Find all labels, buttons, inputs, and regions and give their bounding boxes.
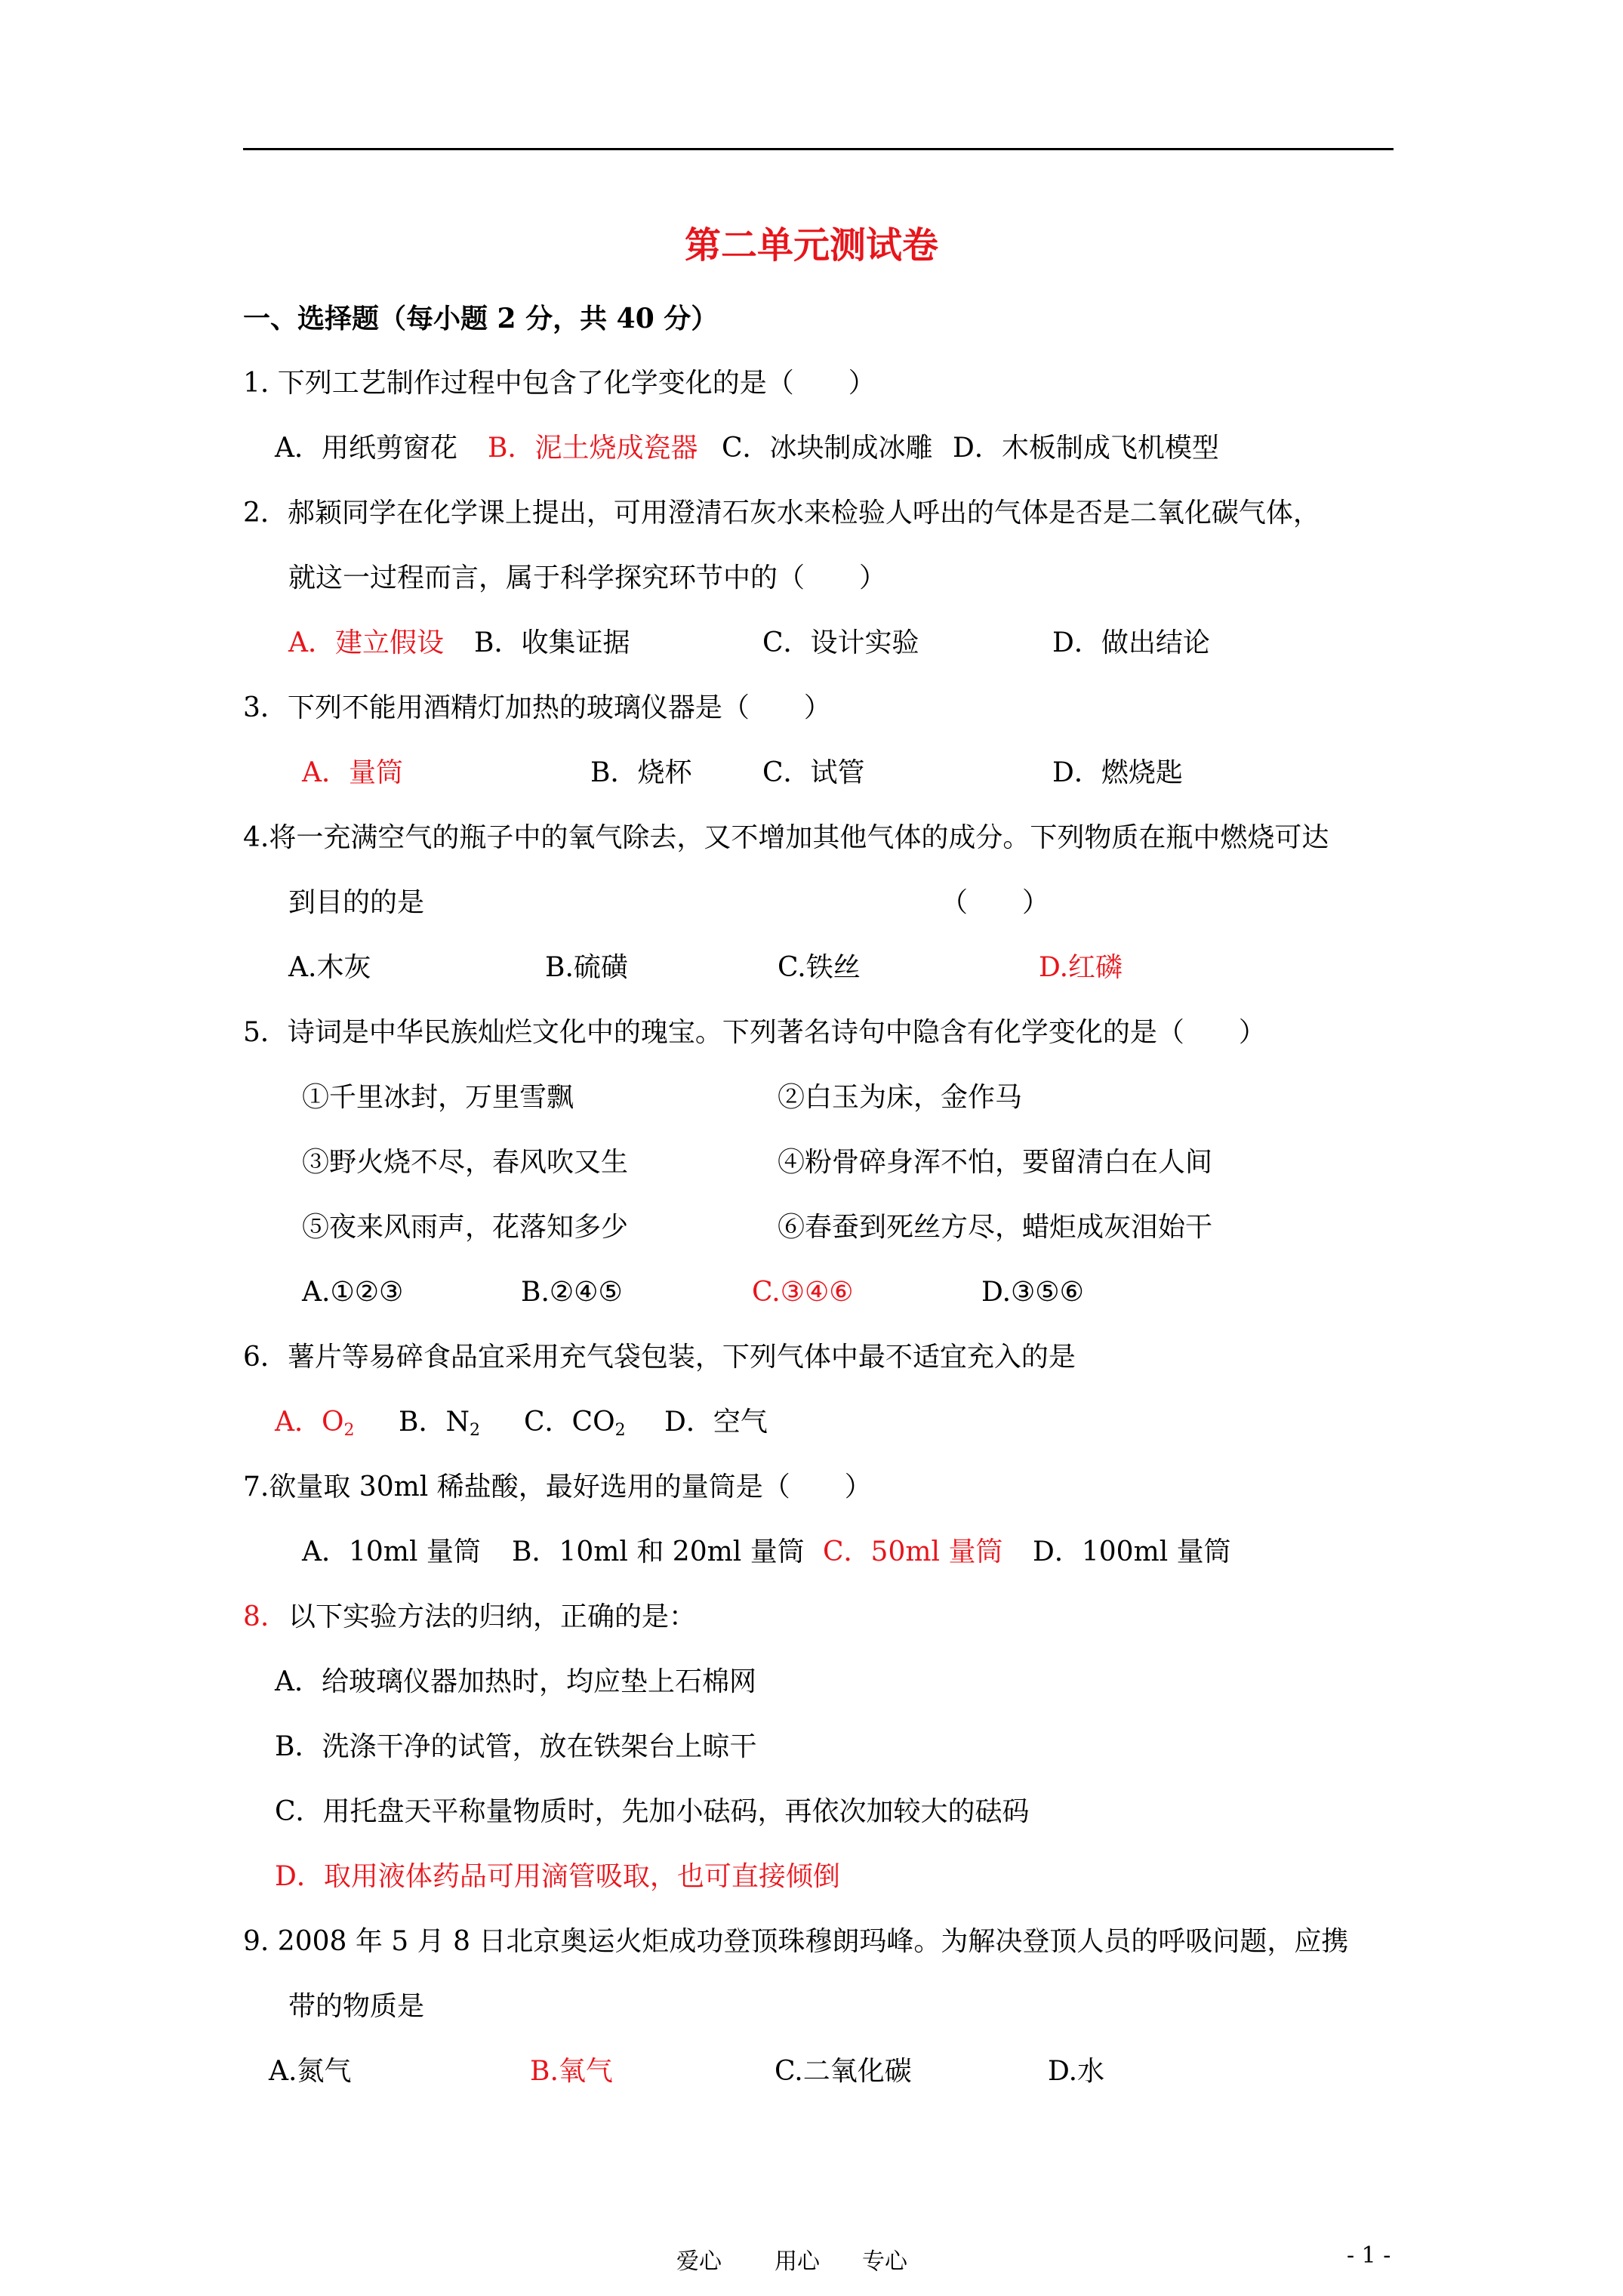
q9-option-b: B.氧气 [530,2056,613,2087]
q8-stem-text: 以下实验方法的归纳，正确的是： [288,1601,697,1632]
q5-poem-1: ①千里冰封，万里雪飘 [302,1082,574,1113]
q2-option-c: C．设计实验 [762,627,919,658]
q5-option-d: D.③⑤⑥ [981,1277,1084,1308]
q5-poem-6: ⑥春蚕到死丝方尽，蜡炬成灰泪始干 [778,1212,1213,1243]
q4-option-c: C.铁丝 [778,952,861,983]
q5-poem-2: ②白玉为床，金作马 [778,1082,1023,1113]
q3-option-a: A．量筒 [302,757,403,788]
question-5-stem: 5．诗词是中华民族灿烂文化中的瑰宝。下列著名诗句中隐含有化学变化的是（ ） [243,1017,1266,1048]
question-6-stem: 6．薯片等易碎食品宜采用充气袋包装，下列气体中最不适宜充入的是 [243,1342,1076,1373]
q1-option-a: A．用纸剪窗花 [275,433,457,464]
q6-option-a: A．$O_2$ [275,1407,355,1440]
question-7-stem: 7.欲量取 30ml 稀盐酸，最好选用的量筒是（ ） [243,1472,872,1502]
q7-option-b: B．10ml 和 20ml 量筒 [512,1536,805,1567]
question-9-stem-line1: 9. 2008 年 5 月 8 日北京奥运火炬成功登顶珠穆朗玛峰。为解决登顶人员的呼吸问题，应携 [243,1926,1349,1957]
q7-option-d: D．100ml 量筒 [1033,1536,1231,1567]
question-9-stem-line2: 带的物质是 [288,1991,425,2022]
q3-option-d: D．燃烧匙 [1052,757,1183,788]
header-rule [243,148,1394,150]
q3-option-b: B．烧杯 [590,757,692,788]
q1-option-b: B．泥土烧成瓷器 [488,433,698,464]
q5-option-a: A.①②③ [302,1277,404,1308]
section-heading: 一、选择题（每小题 2 分，共 40 分） [243,303,719,334]
q7-option-a: A．10ml 量筒 [302,1536,481,1567]
q6-option-c: C．$CO_2$ [524,1407,626,1440]
q5-poem-3: ③野火烧不尽，春风吹又生 [302,1147,629,1178]
q4-answer-paren: （ ） [941,887,1050,918]
q2-option-b: B．收集证据 [474,627,630,658]
page-number: - 1 - [1347,2242,1391,2269]
q8-option-d: D．取用液体药品可用滴管吸取，也可直接倾倒 [275,1861,840,1892]
question-2-stem-line2: 就这一过程而言，属于科学探究环节中的（ ） [288,562,887,593]
footer-motto-1: 爱心 [676,2248,722,2275]
q8-number: 8. [243,1601,269,1632]
q2-option-a: A．建立假设 [288,627,444,658]
q9-option-c: C.二氧化碳 [775,2056,912,2087]
q1-option-d: D．木板制成飞机模型 [953,433,1219,464]
q3-option-c: C．试管 [762,757,865,788]
q5-option-c: C.③④⑥ [752,1277,854,1308]
q8-option-a: A．给玻璃仪器加热时，均应垫上石棉网 [275,1666,756,1697]
q5-poem-5: ⑤夜来风雨声，花落知多少 [302,1212,629,1243]
q6-option-d: D．空气 [664,1407,768,1438]
q5-option-b: B.②④⑤ [521,1277,623,1308]
footer-motto-2: 用心 [775,2248,820,2275]
question-3-stem: 3．下列不能用酒精灯加热的玻璃仪器是（ ） [243,692,831,723]
q5-poem-4: ④粉骨碎身浑不怕，要留清白在人间 [778,1147,1213,1178]
q4-option-d: D.红磷 [1039,952,1123,983]
q8-option-b: B．洗涤干净的试管，放在铁架台上晾干 [275,1731,757,1762]
q8-option-c: C．用托盘天平称量物质时，先加小砝码，再依次加较大的砝码 [275,1796,1030,1827]
footer-motto-3: 专心 [862,2248,907,2275]
q2-option-d: D．做出结论 [1052,627,1210,658]
q4-option-b: B.硫磺 [545,952,628,983]
page-title: 第二单元测试卷 [684,224,938,267]
question-4-stem-line1: 4.将一充满空气的瓶子中的氧气除去，又不增加其他气体的成分。下列物质在瓶中燃烧可达 [243,822,1329,853]
q9-option-d: D.水 [1048,2056,1105,2087]
q4-stem-text: 到目的的是 [288,887,425,918]
q1-option-c: C．冰块制成冰雕 [722,433,933,464]
question-1-stem: 1. 下列工艺制作过程中包含了化学变化的是（ ） [243,368,876,399]
q6-option-b: B．$N_2$ [399,1407,480,1440]
question-2-stem-line1: 2．郝颖同学在化学课上提出，可用澄清石灰水来检验人呼出的气体是否是二氧化碳气体， [243,498,1320,529]
q4-option-a: A.木灰 [288,952,371,983]
q7-option-c: C．50ml 量筒 [823,1536,1003,1567]
q9-option-a: A.氮气 [269,2056,352,2087]
